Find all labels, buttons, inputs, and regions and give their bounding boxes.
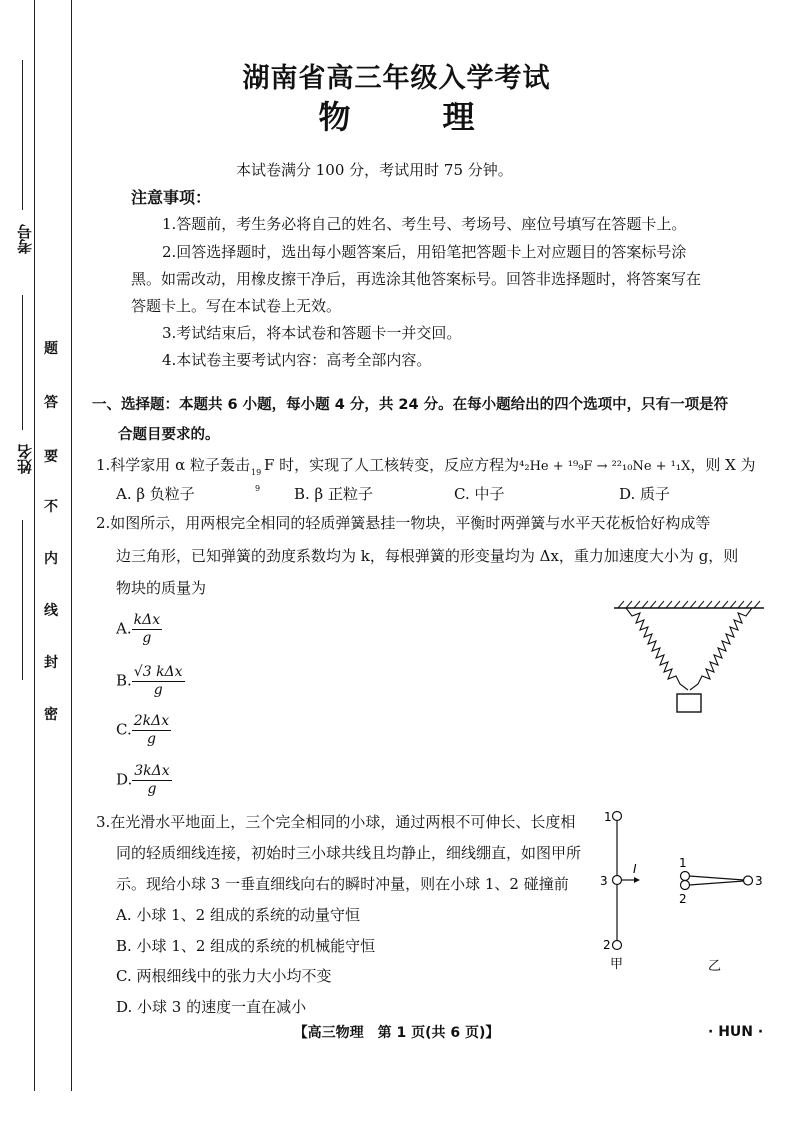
q2-option-c: C. $\frac{\text{2kΔx}}{g}$ bbox=[116, 713, 170, 747]
q1-option-d: D. 质子 bbox=[619, 485, 671, 503]
seal-char-1: 题 bbox=[44, 341, 58, 357]
q1-option-a: A. β 负粒子 bbox=[116, 485, 195, 503]
q1-equation: ⁴₂He + ¹⁹₉F → ²²₁₀Ne + ¹₁X bbox=[519, 459, 691, 474]
section1-heading-1: 一、选择题：本题共 6 小题，每小题 4 分，共 24 分。在每小题给出的四个选项中，只有一项是符 bbox=[92, 397, 729, 413]
q2-stem-2: 边三角形，已知弹簧的劲度系数均为 k，每根弹簧的形变量均为 Δx，重力加速度大小为 g，则 bbox=[116, 547, 739, 565]
right-spring bbox=[690, 608, 752, 690]
notes-line-4: 答题卡上。写在本试卷上无效。 bbox=[131, 297, 342, 315]
notes-line-2: 2.回答选择题时，选出每小题答案后，用铅笔把答题卡上对应题目的答案标号涂 bbox=[162, 243, 687, 261]
yi-label-1: 1 bbox=[679, 856, 687, 870]
q3-option-b: B. 小球 1、2 组成的系统的机械能守恒 bbox=[116, 937, 376, 955]
page-footer: 【高三物理 第 1 页(共 6 页)】 bbox=[293, 1025, 500, 1041]
q1-f-mass: 19 bbox=[250, 468, 262, 477]
yi-ball-2 bbox=[681, 881, 690, 890]
yi-label-2: 2 bbox=[679, 892, 687, 906]
subject-char-2: 理 bbox=[442, 98, 475, 136]
subject-char-1: 物 bbox=[318, 98, 351, 136]
section1-heading-2: 合题目要求的。 bbox=[118, 427, 220, 443]
exam-no-label: 考号 bbox=[16, 224, 34, 254]
binding-line-inner bbox=[71, 0, 72, 1091]
q3-stem-1: 3.在光滑水平地面上，三个完全相同的小球，通过两根不可伸长、长度相 bbox=[96, 813, 576, 831]
name-label: 姓名 bbox=[16, 444, 34, 474]
yi-ball-1 bbox=[681, 872, 690, 881]
q1-stem: 1.科学家用 α 粒子轰击 19 9 F 时，实现了人工核转变，反应方程为⁴₂He + ¹⁹₉F → ²²₁₀Ne + ¹₁X，则 X 为 bbox=[96, 455, 756, 477]
seal-char-7: 封 bbox=[44, 655, 58, 671]
notes-heading: 注意事项： bbox=[131, 188, 212, 207]
q2-spring-figure bbox=[610, 598, 770, 718]
q2-stem-3: 物块的质量为 bbox=[116, 579, 207, 597]
jia-label-1: 1 bbox=[604, 810, 612, 824]
jia-ball-1 bbox=[613, 812, 622, 821]
exam-title: 湖南省高三年级入学考试 bbox=[242, 63, 551, 94]
q1-f-atomic: 9 bbox=[254, 484, 261, 493]
q1-option-b: B. β 正粒子 bbox=[294, 485, 373, 503]
q3-stem-2: 同的轻质细线连接，初始时三小球共线且均静止，细线绷直，如图甲所 bbox=[116, 844, 582, 862]
q3-option-c: C. 两根细线中的张力大小均不变 bbox=[116, 967, 332, 985]
impulse-arrow-head bbox=[634, 877, 640, 883]
jia-ball-3 bbox=[613, 876, 622, 885]
exam-summary: 本试卷满分 100 分，考试用时 75 分钟。 bbox=[236, 161, 513, 179]
seal-char-6: 线 bbox=[44, 603, 58, 619]
seal-char-4: 不 bbox=[44, 499, 58, 515]
ceiling bbox=[614, 601, 764, 608]
impulse-label: I bbox=[633, 862, 637, 876]
seal-char-3: 要 bbox=[44, 449, 58, 465]
jia-caption: 甲 bbox=[610, 957, 624, 972]
yi-thread-1 bbox=[689, 876, 744, 880]
q2-stem-1: 2.如图所示，用两根完全相同的轻质弹簧悬挂一物块，平衡时两弹簧与水平天花板恰好构成等 bbox=[96, 514, 711, 532]
q2-option-b: B. $\frac{\text{√3 kΔx}}{g}$ bbox=[116, 664, 183, 698]
jia-ball-2 bbox=[613, 941, 622, 950]
q3-ball-figure bbox=[590, 806, 770, 976]
jia-label-3: 3 bbox=[600, 874, 608, 888]
q2-option-a: A. $\frac{\text{kΔx}}{g}$ bbox=[116, 612, 161, 646]
q2-option-d: D. $\frac{\text{3kΔx}}{g}$ bbox=[116, 763, 170, 797]
q1-option-c: C. 中子 bbox=[454, 485, 505, 503]
seal-char-5: 内 bbox=[44, 551, 58, 567]
jia-label-2: 2 bbox=[603, 938, 611, 952]
name-blank[interactable] bbox=[22, 295, 23, 430]
yi-caption: 乙 bbox=[708, 959, 722, 974]
binding-line-outer bbox=[34, 0, 35, 1091]
seat-blank[interactable] bbox=[22, 520, 23, 680]
yi-label-3: 3 bbox=[755, 874, 763, 888]
notes-line-6: 4.本试卷主要考试内容：高考全部内容。 bbox=[162, 351, 432, 369]
q3-option-a: A. 小球 1、2 组成的系统的动量守恒 bbox=[116, 906, 360, 924]
q3-stem-3: 示。现给小球 3 一垂直细线向右的瞬时冲量，则在小球 1、2 碰撞前 bbox=[116, 875, 569, 893]
notes-line-1: 1.答题前，考生务必将自己的姓名、考生号、考场号、座位号填写在答题卡上。 bbox=[162, 215, 687, 233]
block bbox=[677, 694, 701, 712]
notes-line-3: 黑。如需改动，用橡皮擦干净后，再选涂其他答案标号。回答非选择题时，将答案写在 bbox=[131, 270, 702, 288]
yi-ball-3 bbox=[744, 876, 753, 885]
notes-line-5: 3.考试结束后，将本试卷和答题卡一并交回。 bbox=[162, 324, 462, 342]
seal-char-2: 答 bbox=[44, 395, 58, 411]
seal-char-8: 密 bbox=[44, 707, 58, 723]
subject-title bbox=[0, 92, 793, 138]
exam-code: · HUN · bbox=[708, 1024, 764, 1040]
q3-option-d: D. 小球 3 的速度一直在减小 bbox=[116, 998, 307, 1016]
yi-thread-2 bbox=[689, 881, 744, 885]
left-spring bbox=[626, 608, 688, 690]
